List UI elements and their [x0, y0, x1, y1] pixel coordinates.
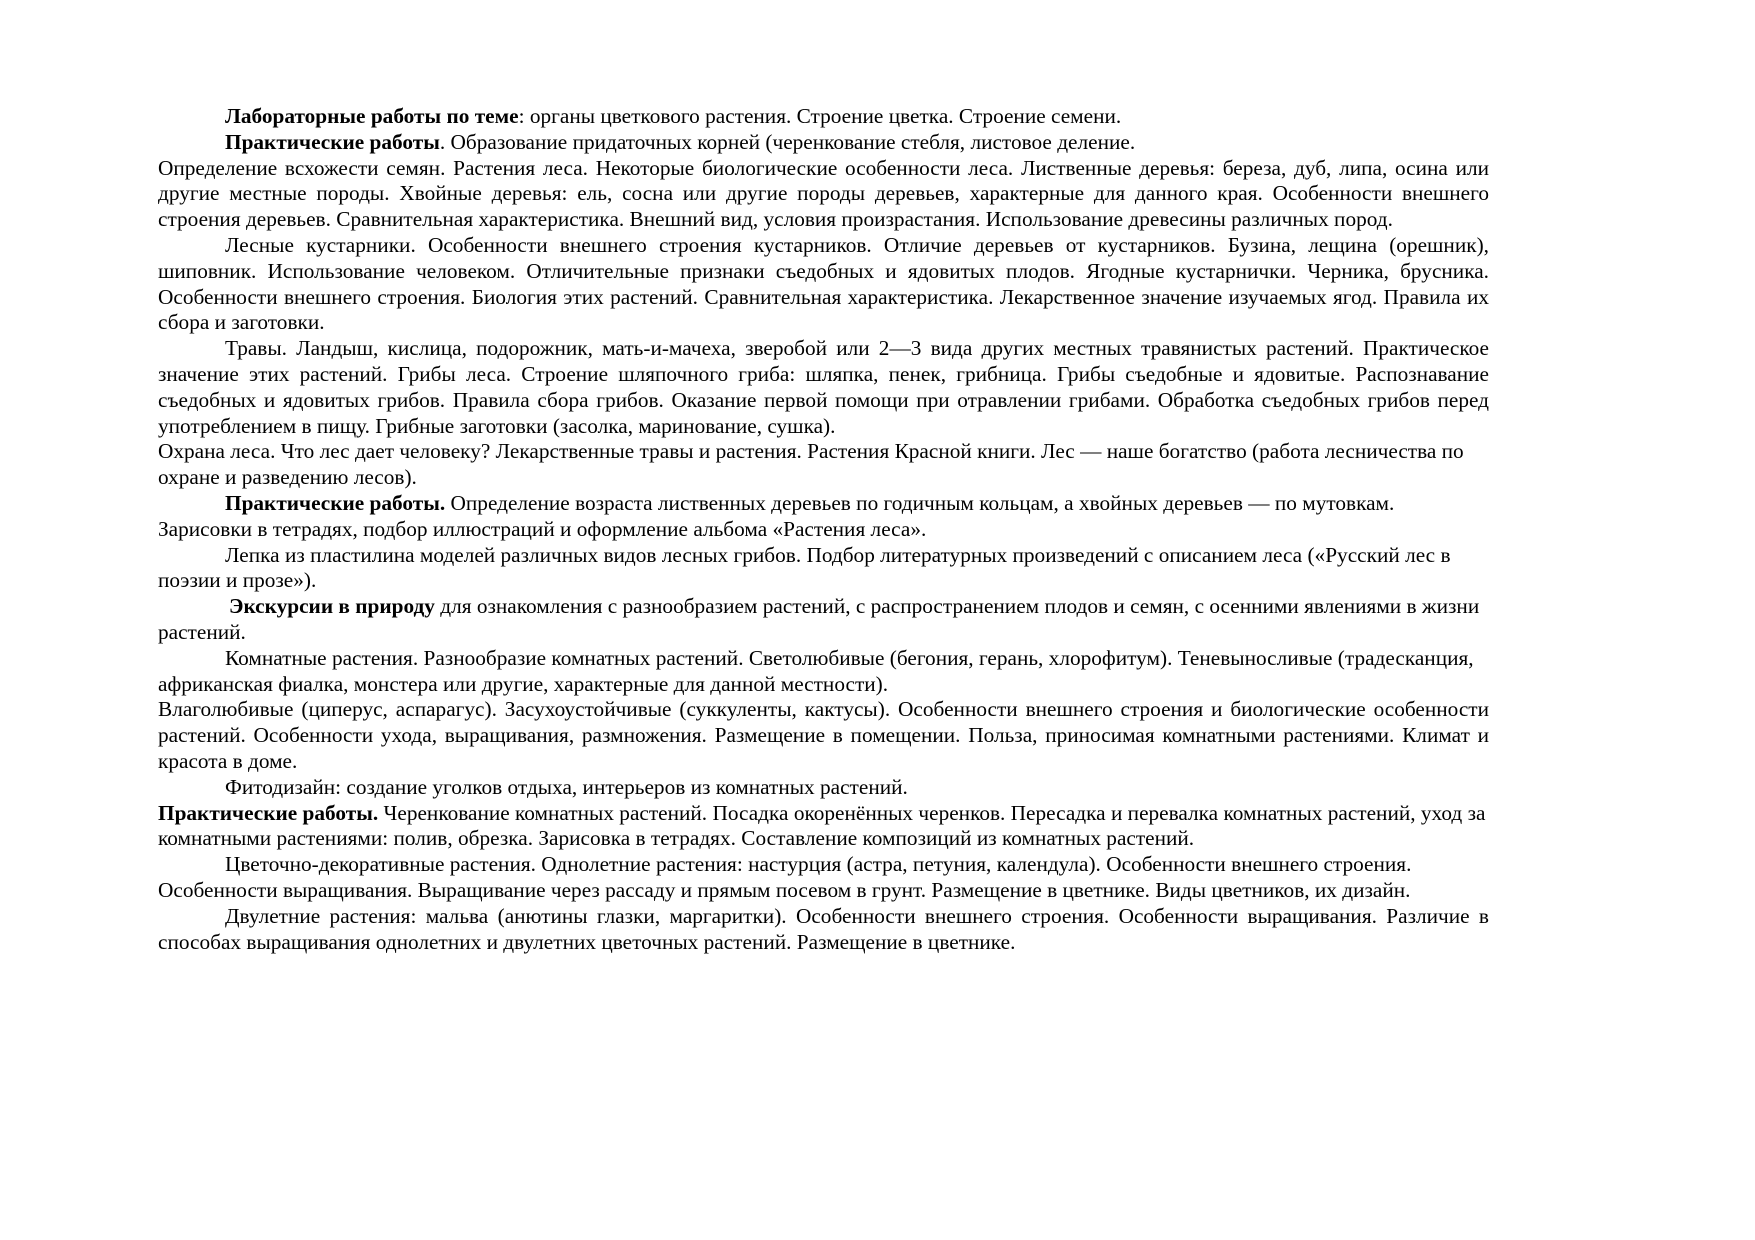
paragraph-text: Определение всхожести семян. Растения леса. Некоторые биологические особенности леса. Лиственные деревья: береза, дуб, липа, осина или другие местные породы. Хвойные деревья: ель, сосна или другие породы деревьев, характерные для данного края. Особенности внешнего строения деревьев. Сравнительная характеристика. Внешний вид, условия произрастания. Использование древесины различных пород. [158, 155, 1489, 232]
document-page [158, 104, 1489, 955]
paragraph-practical-works-1 [158, 130, 1489, 156]
paragraph-houseplants [158, 646, 1489, 698]
paragraph-phytodesign [158, 775, 1489, 801]
paragraph-text: для ознакомления с разнообразием растений, с распространением плодов и семян, с осенними явлениями в жизни растений. [158, 594, 1480, 644]
paragraph-forest-protection [158, 439, 1489, 491]
paragraph-text: Фитодизайн: создание уголков отдыха, интерьеров из комнатных растений. [225, 774, 908, 799]
paragraph-text: Цветочно-декоративные растения. Однолетние растения: настурция (астра, петуния, календула). Особенности внешнего строения. Особенности выращивания. Выращивание через рассаду и прямым посевом в грунт. Размещение в цветнике. Виды цветников, их дизайн. [158, 852, 1412, 902]
paragraph-text: Охрана леса. Что лес дает человеку? Лекарственные травы и растения. Растения Красной книги. Лес — наше богатство (работа лесничества по охране и разведению лесов). [158, 439, 1464, 490]
paragraph-moisture-loving [158, 697, 1489, 774]
paragraph-text: . Образование придаточных корней (черенкование стебля, листовое деление. [439, 129, 1136, 154]
heading-practical-works: Практические работы. [158, 800, 379, 825]
heading-lab-works: Лабораторные работы по теме [225, 104, 519, 128]
paragraph-herbs-mushrooms [158, 336, 1489, 439]
paragraph-text: Двулетние растения: мальва (анютины глазки, маргаритки). Особенности внешнего строения. Особенности выращивания. Различие в способах выращивания однолетних и двулетних цветочных растений. Размещение в цветнике. [158, 903, 1489, 954]
paragraph-practical-works-3 [158, 801, 1489, 853]
paragraph-practical-works-2 [158, 491, 1489, 543]
paragraph-text: Черенкование комнатных растений. Посадка окоренённых черенков. Пересадка и перевалка комнатных растений, уход за комнатными растениями: полив, обрезка. Зарисовка в тетрадях. Составление композиций из комнатных растений. [158, 800, 1486, 851]
paragraph-excursions [158, 594, 1489, 646]
paragraph-annual-flowers [158, 852, 1489, 904]
paragraph-forest-shrubs [158, 233, 1489, 336]
paragraph-text: Комнатные растения. Разнообразие комнатных растений. Светолюбивые (бегония, герань, хлорофитум). Теневыносливые (традесканция, африканская фиалка, монстера или другие, характерные для данной местности). [158, 645, 1474, 696]
paragraph-forest-trees [158, 156, 1489, 233]
paragraph-text: Влаголюбивые (циперус, аспарагус). Засухоустойчивые (суккуленты, кактусы). Особенности внешнего строения и биологические особенности растений. Особенности ухода, выращивания, размножения. Размещение в помещении. Польза, приносимая комнатными растениями. Климат и красота в доме. [158, 697, 1489, 773]
paragraph-modeling [158, 543, 1489, 595]
heading-practical-works: Практические работы [225, 129, 440, 154]
paragraph-text: Лесные кустарники. Особенности внешнего строения кустарников. Отличие деревьев от кустарников. Бузина, лещина (орешник), шиповник. Использование человеком. Отличительные признаки съедобных и ядовитых плодов. Ягодные кустарнички. Черника, брусника. Особенности внешнего строения. Биология этих растений. Сравнительная характеристика. Лекарственное значение изучаемых ягод. Правила их сбора и заготовки. [158, 232, 1489, 335]
paragraph-text: Лепка из пластилина моделей различных видов лесных грибов. Подбор литературных произведений с описанием леса («Русский лес в поэзии и прозе»). [158, 542, 1451, 593]
heading-excursions: Экскурсии в природу [229, 594, 435, 619]
paragraph-text: : органы цветкового растения. Строение цветка. Строение семени. [518, 104, 1122, 128]
paragraph-text: Травы. Ландыш, кислица, подорожник, мать-и-мачеха, зверобой или 2—3 вида других местных травянистых растений. Практическое значение этих растений. Грибы леса. Строение шляпочного гриба: шляпка, пенек, грибница. Грибы съедобные и ядовитые. Распознавание съедобных и ядовитых грибов. Правила сбора грибов. Оказание первой помощи при отравлении грибами. Обработка съедобных грибов перед употреблением в пищу. Грибные заготовки (засолка, маринование, сушка). [158, 336, 1489, 438]
heading-practical-works: Практические работы. [225, 490, 446, 515]
paragraph-text: Определение возраста лиственных деревьев по годичным кольцам, а хвойных деревьев — по мутовкам. Зарисовки в тетрадях, подбор иллюстраций и оформление альбома «Растения леса». [158, 490, 1395, 541]
paragraph-biennial-flowers [158, 904, 1489, 956]
paragraph-lab-works [158, 104, 1489, 130]
